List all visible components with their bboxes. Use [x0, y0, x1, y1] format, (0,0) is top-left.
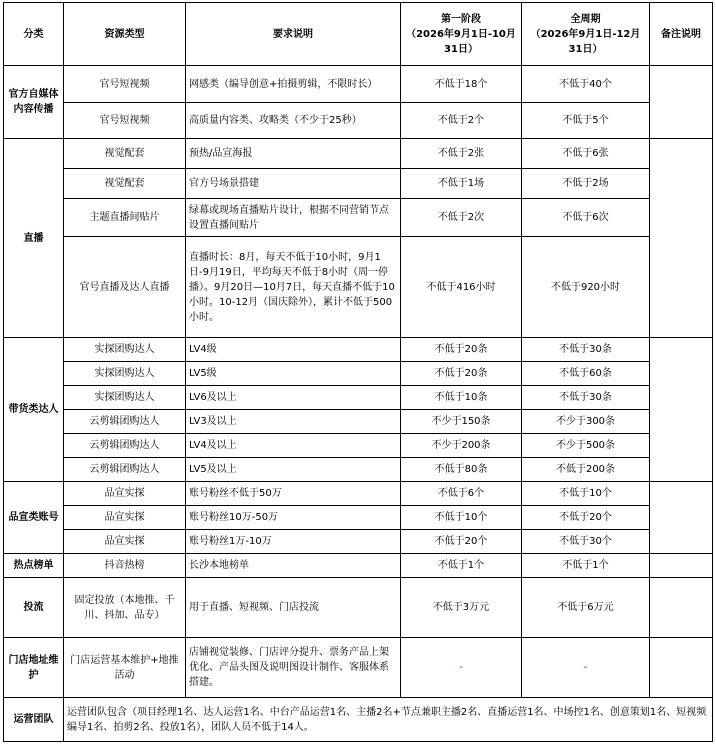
full-value: 不低于6万元 [522, 578, 650, 638]
resource-type: 云剪辑团购达人 [64, 434, 186, 458]
phase1-value: 不少于200条 [401, 434, 522, 458]
header-requirement: 要求说明 [186, 3, 401, 66]
requirement: LV6及以上 [186, 386, 401, 410]
full-value: 不低于40个 [522, 66, 650, 103]
requirement: 官方号场景搭建 [186, 169, 401, 199]
full-value: 不低于2场 [522, 169, 650, 199]
table-row [4, 139, 713, 169]
full-value: 不低于6次 [522, 199, 650, 237]
resource-type: 固定投放（本地推、千川、抖加、品专） [64, 578, 186, 638]
table-row [4, 386, 713, 410]
phase1-value: 不低于6个 [401, 482, 522, 506]
table-row [4, 530, 713, 554]
team-description: 运营团队包含（项目经理1名、达人运营1名、中台产品运营1名、主播2名+节点兼职主播2名、直播运营1名、中场控1名、创意策划1名、短视频编导1名、拍剪2名、投放1名），团队人员不低于14人。 [64, 698, 713, 742]
table-row [4, 338, 713, 362]
resource-type: 官号短视频 [64, 66, 186, 103]
phase1-value: 不低于1场 [401, 169, 522, 199]
requirement: LV4及以上 [186, 434, 401, 458]
resource-type: 视觉配套 [64, 169, 186, 199]
header-phase1 [401, 3, 522, 66]
resource-type: 视觉配套 [64, 139, 186, 169]
remark-cell [650, 554, 713, 578]
header-phase1-title: 第一阶段 [441, 13, 481, 25]
resource-type: 实探团购达人 [64, 338, 186, 362]
phase1-value: 不低于2次 [401, 199, 522, 237]
full-value: - [522, 638, 650, 698]
header-full-period-range: （2026年9月1日-12月31日） [530, 28, 641, 55]
header-resource-type: 资源类型 [64, 3, 186, 66]
table-row [4, 66, 713, 103]
requirement: 长沙本地榜单 [186, 554, 401, 578]
table-row [4, 458, 713, 482]
phase1-value: 不低于3万元 [401, 578, 522, 638]
requirement: LV5级 [186, 362, 401, 386]
resource-type: 品宣实探 [64, 530, 186, 554]
requirement: 高质量内容类、攻略类（不少于25秒） [186, 103, 401, 139]
phase1-value: 不低于10条 [401, 386, 522, 410]
requirement: 网感类（编导创意+拍摄剪辑，不限时长） [186, 66, 401, 103]
remark-cell [650, 139, 713, 338]
category-live: 直播 [4, 139, 64, 338]
header-category: 分类 [4, 3, 64, 66]
full-value: 不少于300条 [522, 410, 650, 434]
table-row [4, 638, 713, 698]
table-row [4, 578, 713, 638]
requirement: 直播时长：8月，每天不低于10小时，9月1日-9月19日，平均每天不低于8小时（周一停播）。9月20日—10月7日，每天直播不低于10小时。10-12月（国庆除外），累计不低于500小时。 [186, 237, 401, 338]
category-media: 官方自媒体内容传播 [4, 66, 64, 139]
category-store: 门店地址维护 [4, 638, 64, 698]
resource-type: 品宣实探 [64, 482, 186, 506]
remark-cell [650, 338, 713, 482]
requirement: 绿幕或现场直播贴片设计，根据不同营销节点设置直播间贴片 [186, 199, 401, 237]
table-row [4, 362, 713, 386]
resource-type: 云剪辑团购达人 [64, 410, 186, 434]
full-value: 不低于1个 [522, 554, 650, 578]
phase1-value: - [401, 638, 522, 698]
table-row [4, 554, 713, 578]
requirements-table [3, 2, 713, 742]
phase1-value: 不低于20条 [401, 338, 522, 362]
phase1-value: 不低于10个 [401, 506, 522, 530]
requirement: 店铺视觉装修、门店评分提升、票务产品上架优化、产品头图及说明图设计制作、客服体系搭建。 [186, 638, 401, 698]
full-value: 不低于30个 [522, 530, 650, 554]
resource-type: 官号直播及达人直播 [64, 237, 186, 338]
phase1-value: 不低于20条 [401, 362, 522, 386]
remark-cell [650, 66, 713, 139]
header-remark: 备注说明 [650, 3, 713, 66]
phase1-value: 不低于1个 [401, 554, 522, 578]
requirement: LV3及以上 [186, 410, 401, 434]
table-row [4, 237, 713, 338]
category-team: 运营团队 [4, 698, 64, 742]
full-value: 不少于500条 [522, 434, 650, 458]
remark-cell [650, 482, 713, 554]
requirement: 账号粉丝1万-10万 [186, 530, 401, 554]
full-value: 不低于920小时 [522, 237, 650, 338]
header-phase1-period: （2026年9月1日-10月31日） [406, 28, 516, 55]
full-value: 不低于20个 [522, 506, 650, 530]
requirement: 账号粉丝10万-50万 [186, 506, 401, 530]
table-row [4, 410, 713, 434]
phase1-value: 不低于2个 [401, 103, 522, 139]
resource-type: 抖音热榜 [64, 554, 186, 578]
phase1-value: 不低于20个 [401, 530, 522, 554]
phase1-value: 不少于150条 [401, 410, 522, 434]
full-value: 不低于6张 [522, 139, 650, 169]
full-value: 不低于5个 [522, 103, 650, 139]
remark-cell [650, 638, 713, 698]
category-invest: 投流 [4, 578, 64, 638]
header-row [4, 3, 713, 66]
resource-type: 门店运营基本维护+地推活动 [64, 638, 186, 698]
table-row [4, 103, 713, 139]
resource-type: 主题直播间贴片 [64, 199, 186, 237]
table-row [4, 169, 713, 199]
full-value: 不低于10个 [522, 482, 650, 506]
header-full-period [522, 3, 650, 66]
resource-type: 官号短视频 [64, 103, 186, 139]
category-brand: 品宣类账号 [4, 482, 64, 554]
table-row [4, 199, 713, 237]
resource-type: 云剪辑团购达人 [64, 458, 186, 482]
table-row [4, 506, 713, 530]
category-hot: 热点榜单 [4, 554, 64, 578]
full-value: 不低于30条 [522, 386, 650, 410]
requirement: 账号粉丝不低于50万 [186, 482, 401, 506]
resource-type: 实探团购达人 [64, 386, 186, 410]
phase1-value: 不低于80条 [401, 458, 522, 482]
phase1-value: 不低于18个 [401, 66, 522, 103]
requirement: LV4级 [186, 338, 401, 362]
requirement: LV5及以上 [186, 458, 401, 482]
remark-cell [650, 578, 713, 638]
table-row [4, 482, 713, 506]
requirement: 预热/品宣海报 [186, 139, 401, 169]
full-value: 不低于200条 [522, 458, 650, 482]
table-row [4, 698, 713, 742]
phase1-value: 不低于416小时 [401, 237, 522, 338]
header-full-title: 全周期 [570, 13, 601, 25]
phase1-value: 不低于2张 [401, 139, 522, 169]
full-value: 不低于30条 [522, 338, 650, 362]
requirement: 用于直播、短视频、门店投流 [186, 578, 401, 638]
resource-type: 品宣实探 [64, 506, 186, 530]
full-value: 不低于60条 [522, 362, 650, 386]
category-sales: 带货类达人 [4, 338, 64, 482]
resource-type: 实探团购达人 [64, 362, 186, 386]
table-row [4, 434, 713, 458]
